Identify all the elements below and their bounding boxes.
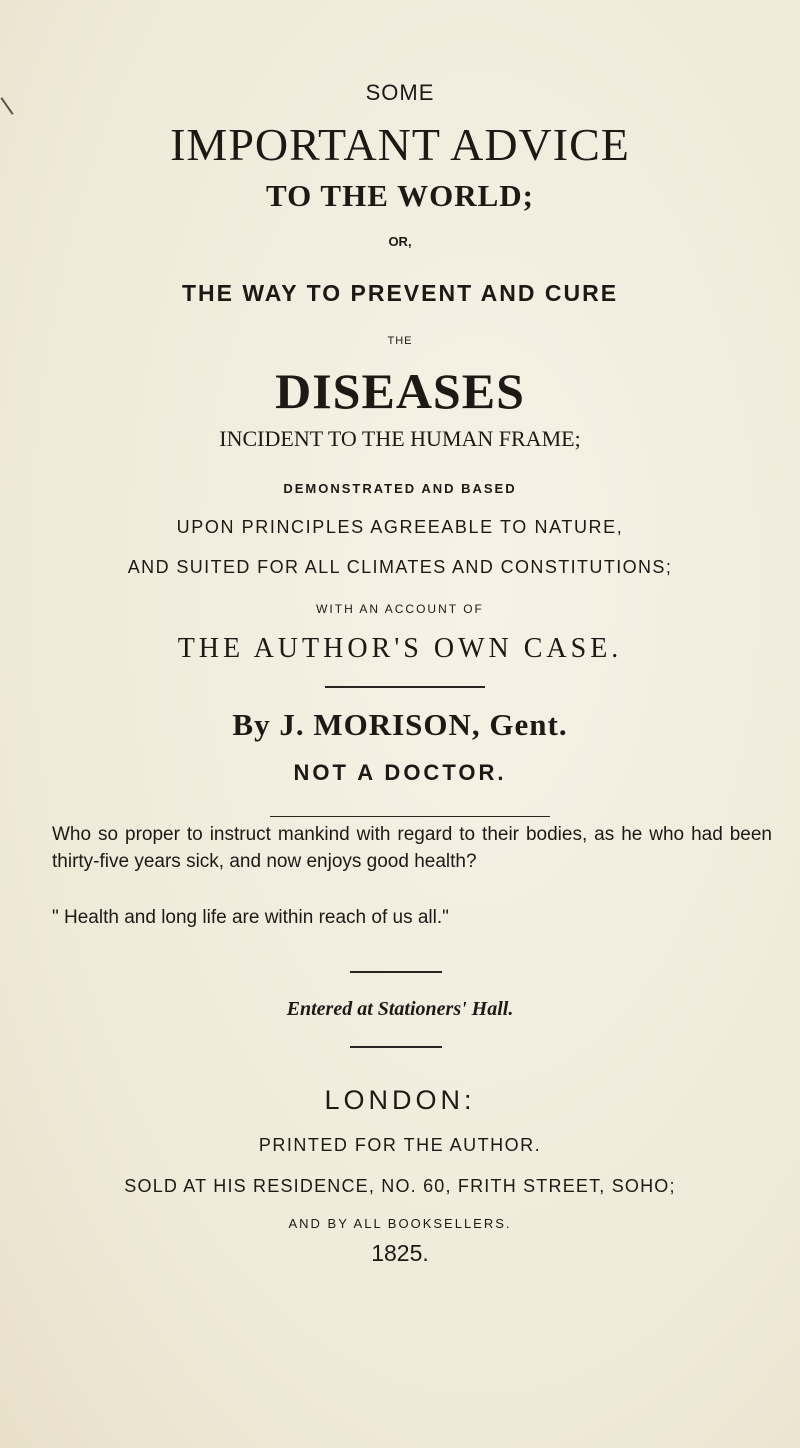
imprint-printed-for: PRINTED FOR THE AUTHOR. (258, 1135, 542, 1155)
epigraph-question: Who so proper to instruct mankind with regard to their bodies, as he who had been thirty-five years sick, and now enjoys good health? (52, 824, 772, 872)
line-demonstrated: DEMONSTRATED AND BASED (283, 481, 517, 496)
epigraph-quote: " Health and long life are within reach of us all." (52, 907, 449, 928)
line-authors-case: THE AUTHOR'S OWN CASE. (177, 633, 623, 664)
line-the: THE (387, 335, 413, 347)
line-important-advice: IMPORTANT ADVICE (170, 119, 630, 170)
line-with-account: WITH AN ACCOUNT OF (316, 602, 484, 616)
line-or: OR, (388, 234, 412, 249)
line-diseases: DISEASES (275, 363, 525, 419)
imprint-year: 1825. (371, 1240, 429, 1266)
divider-rule-3 (350, 971, 442, 973)
author-byline: By J. MORISON, Gent. (232, 707, 568, 742)
line-suited: AND SUITED FOR ALL CLIMATES AND CONSTITUTIONS; (127, 557, 673, 577)
imprint-booksellers: AND BY ALL BOOKSELLERS. (288, 1216, 512, 1231)
imprint-city: LONDON: (324, 1085, 476, 1115)
imprint-sold-at: SOLD AT HIS RESIDENCE, NO. 60, FRITH STREET, SOHO; (124, 1176, 676, 1196)
divider-rule-2 (270, 816, 550, 817)
line-some: SOME (365, 80, 435, 105)
author-note: NOT A DOCTOR. (293, 760, 507, 785)
divider-rule-1 (325, 686, 485, 688)
line-to-the-world: TO THE WORLD; (266, 178, 534, 213)
line-incident: INCIDENT TO THE HUMAN FRAME; (219, 426, 581, 451)
divider-rule-4 (350, 1046, 442, 1048)
stationers-entry: Entered at Stationers' Hall. (286, 998, 514, 1020)
line-the-way: THE WAY TO PREVENT AND CURE (181, 280, 619, 306)
line-upon: UPON PRINCIPLES AGREEABLE TO NATURE, (176, 517, 624, 537)
